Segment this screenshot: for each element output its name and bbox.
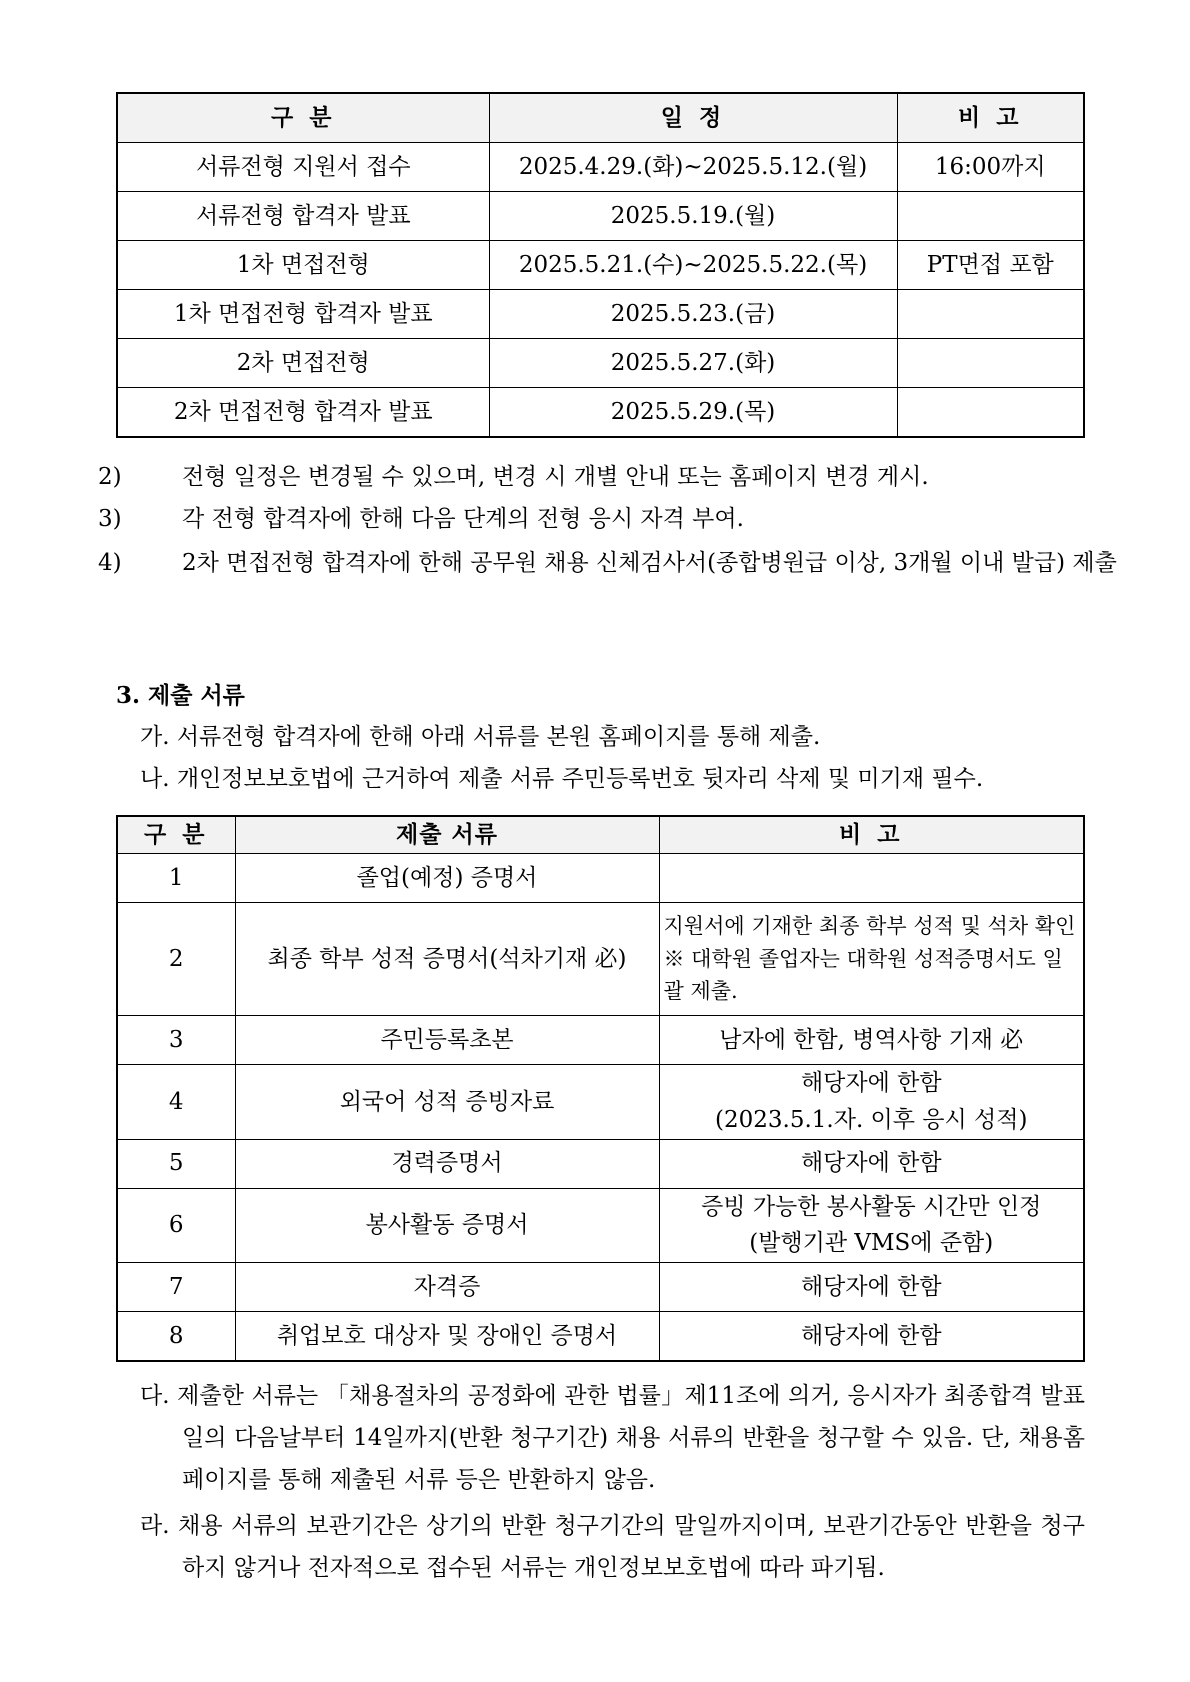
- note-number: 4): [98, 550, 122, 576]
- document-name: 취업보호 대상자 및 장애인 증명서: [235, 1312, 659, 1362]
- table-row: [117, 290, 1084, 339]
- schedule-header-remark: 비 고: [897, 93, 1084, 143]
- table-row: [117, 339, 1084, 388]
- document-remark: 해당자에 한함: [659, 1139, 1084, 1188]
- schedule-header-date: 일 정: [489, 93, 897, 143]
- note-number: 3): [98, 506, 122, 532]
- schedule-header-category: 구 분: [117, 93, 489, 143]
- schedule-date: 2025.5.27.(화): [489, 339, 897, 388]
- schedule-date: 2025.4.29.(화)~2025.5.12.(월): [489, 143, 897, 192]
- schedule-stage: 서류전형 합격자 발표: [117, 192, 489, 241]
- schedule-date: 2025.5.19.(월): [489, 192, 897, 241]
- document-name: 최종 학부 성적 증명서(석차기재 必): [235, 903, 659, 1016]
- schedule-remark: 16:00까지: [897, 143, 1084, 192]
- table-row: [117, 143, 1084, 192]
- note-item: [98, 542, 1127, 584]
- document-remark: 해당자에 한함: [659, 1263, 1084, 1312]
- note-item: [98, 458, 1127, 496]
- table-row: [117, 854, 1084, 903]
- document-name: 졸업(예정) 증명서: [235, 854, 659, 903]
- document-remark: 해당자에 한함 (2023.5.1.자. 이후 응시 성적): [659, 1065, 1084, 1140]
- document-number: 8: [117, 1312, 235, 1362]
- schedule-remark: PT면접 포함: [897, 241, 1084, 290]
- schedule-date: 2025.5.23.(금): [489, 290, 897, 339]
- schedule-table: [116, 92, 1085, 438]
- note-item: [98, 500, 1127, 538]
- document-number: 1: [117, 854, 235, 903]
- document-number: 3: [117, 1016, 235, 1065]
- note-text: 전형 일정은 변경될 수 있으며, 변경 시 개별 안내 또는 홈페이지 변경 게시.: [182, 464, 929, 490]
- table-row: [117, 1016, 1084, 1065]
- document-number: 6: [117, 1188, 235, 1263]
- documents-header-no: 구 분: [117, 816, 235, 854]
- documents-header-remark: 비 고: [659, 816, 1084, 854]
- document-name: 자격증: [235, 1263, 659, 1312]
- document-number: 5: [117, 1139, 235, 1188]
- document-name: 주민등록초본: [235, 1016, 659, 1065]
- schedule-remark: [897, 339, 1084, 388]
- schedule-stage: 서류전형 지원서 접수: [117, 143, 489, 192]
- schedule-remark: [897, 388, 1084, 438]
- note-text: 각 전형 합격자에 한해 다음 단계의 전형 응시 자격 부여.: [182, 506, 744, 532]
- schedule-date: 2025.5.29.(목): [489, 388, 897, 438]
- document-remark: 증빙 가능한 봉사활동 시간만 인정 (발행기관 VMS에 준함): [659, 1188, 1084, 1263]
- section-paragraph: 나. 개인정보보호법에 근거하여 제출 서류 주민등록번호 뒷자리 삭제 및 미기재 필수.: [140, 766, 984, 792]
- document-name: 경력증명서: [235, 1139, 659, 1188]
- table-row: [117, 1263, 1084, 1312]
- document-remark: 남자에 한함, 병역사항 기재 必: [659, 1016, 1084, 1065]
- document-remark: 해당자에 한함: [659, 1312, 1084, 1362]
- schedule-date: 2025.5.21.(수)~2025.5.22.(목): [489, 241, 897, 290]
- note-text: 2차 면접전형 합격자에 한해 공무원 채용 신체검사서(종합병원급 이상, 3개월 이내 발급) 제출: [182, 550, 1117, 576]
- table-row: [117, 192, 1084, 241]
- schedule-stage: 1차 면접전형: [117, 241, 489, 290]
- document-number: 4: [117, 1065, 235, 1140]
- documents-header-row: [117, 816, 1084, 854]
- section-paragraph: 다. 제출한 서류는 「채용절차의 공정화에 관한 법률」제11조에 의거, 응시자가 최종합격 발표일의 다음날부터 14일까지(반환 청구기간) 채용 서류의 반환을 청구할 수 있음. 단, 채용홈페이지를 통해 제출된 서류 등은 반환하지 않음.: [140, 1383, 1085, 1493]
- schedule-stage: 1차 면접전형 합격자 발표: [117, 290, 489, 339]
- document-number: 2: [117, 903, 235, 1016]
- note-number: 2): [98, 464, 122, 490]
- section-heading: 3. 제출 서류: [116, 682, 245, 709]
- section-paragraph: 가. 서류전형 합격자에 한해 아래 서류를 본원 홈페이지를 통해 제출.: [140, 724, 821, 750]
- document-name: 봉사활동 증명서: [235, 1188, 659, 1263]
- table-row: [117, 903, 1084, 1016]
- schedule-header-row: [117, 93, 1084, 143]
- document-remark: 지원서에 기재한 최종 학부 성적 및 석차 확인 ※ 대학원 졸업자는 대학원 성적증명서도 일괄 제출.: [659, 903, 1084, 1016]
- documents-header-doc: 제출 서류: [235, 816, 659, 854]
- table-row: [117, 1065, 1084, 1140]
- table-row: [117, 1312, 1084, 1362]
- table-row: [117, 1139, 1084, 1188]
- document-remark: [659, 854, 1084, 903]
- documents-table: [116, 815, 1085, 1362]
- schedule-stage: 2차 면접전형 합격자 발표: [117, 388, 489, 438]
- table-row: [117, 388, 1084, 438]
- schedule-remark: [897, 290, 1084, 339]
- document-name: 외국어 성적 증빙자료: [235, 1065, 659, 1140]
- table-row: [117, 1188, 1084, 1263]
- section-paragraph: 라. 채용 서류의 보관기간은 상기의 반환 청구기간의 말일까지이며, 보관기간동안 반환을 청구하지 않거나 전자적으로 접수된 서류는 개인정보보호법에 따라 파기됨.: [140, 1513, 1085, 1581]
- table-row: [117, 241, 1084, 290]
- schedule-stage: 2차 면접전형: [117, 339, 489, 388]
- schedule-remark: [897, 192, 1084, 241]
- document-number: 7: [117, 1263, 235, 1312]
